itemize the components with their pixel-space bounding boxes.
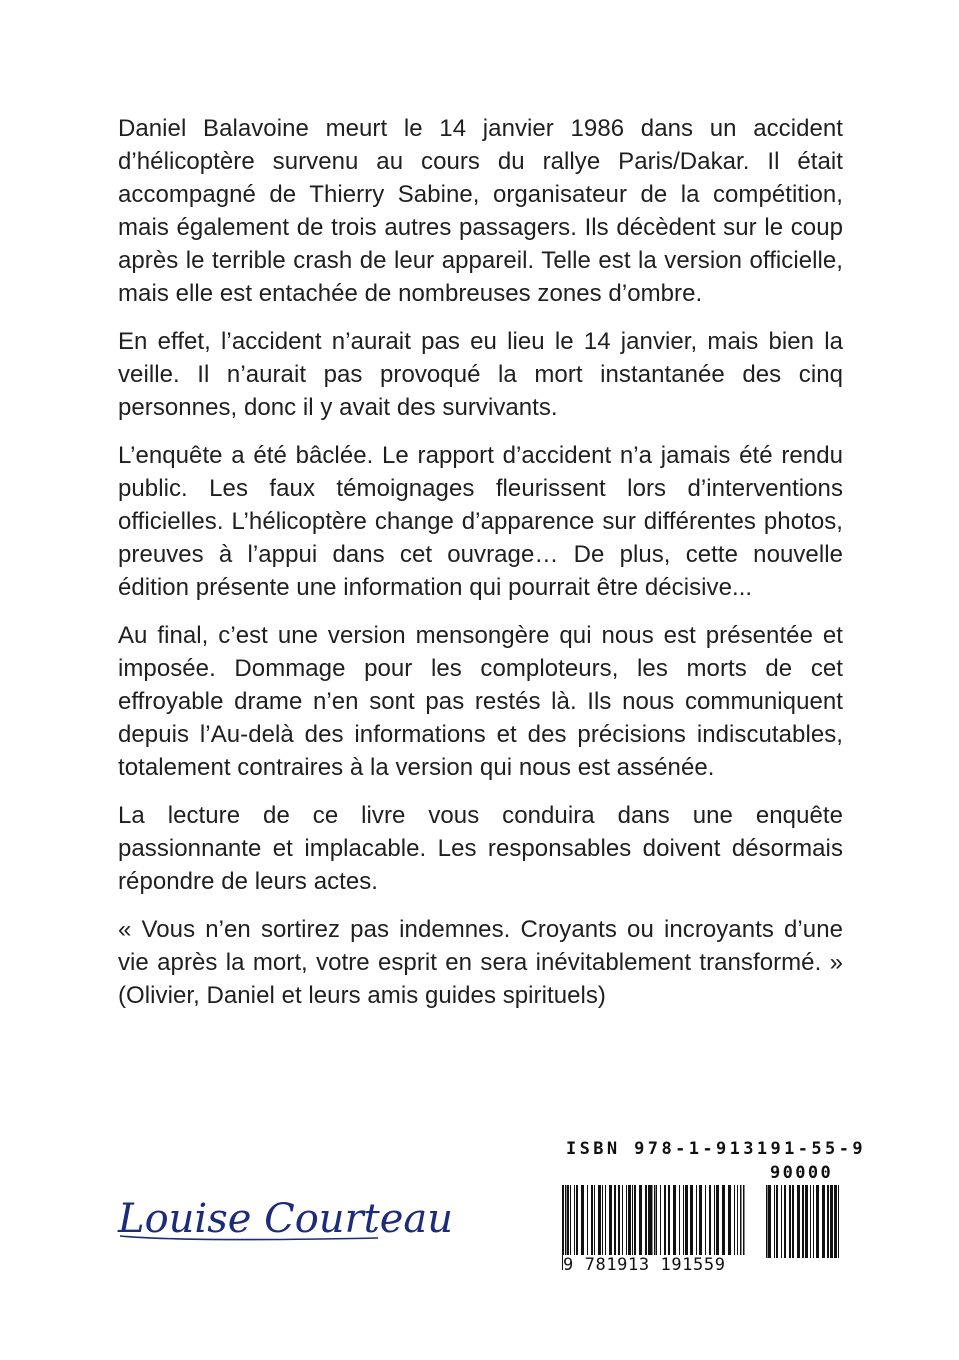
paragraph: Au final, c’est une version mensongère qui nous est présentée et imposée. Dommage pour les comploteurs, les morts de cet effroyable drame n’en sont pas restés là. Ils nous communiquent depuis l’Au-delà des informations et des précisions indiscutables, totalement contraires à la version qui nous est assénée. [118,622,843,781]
paragraph: L’enquête a été bâclée. Le rapport d’accident n’a jamais été rendu public. Les faux témoignages fleurissent lors d’interventions officielles. L’hélicoptère change d’apparence sur différentes photos, preuves à l’appui dans cet ouvrage… De plus, cette nouvelle édition présente une information qui pourrait être décisive... [118,442,843,601]
barcode-bar [781,1185,782,1258]
ean-digits: 9 781913 191559 [563,1255,753,1275]
barcode-guard-bar [766,1185,768,1258]
paragraph: La lecture de ce livre vous conduira dans une enquête passionnante et implacable. Les responsables doivent désormais répondre de leurs actes. [118,802,843,895]
barcode-bar [802,1185,804,1258]
publisher-logo-text: Louise Courteau [118,1196,454,1242]
paragraph: « Vous n’en sortirez pas indemnes. Croyants ou incroyants d’une vie après la mort, votre esprit en sera inévitablement transformé. » (Olivier, Daniel et leurs amis guides spirituels) [118,916,843,1009]
barcode-guard-bar [769,1185,771,1258]
back-cover-text [118,112,843,1027]
barcode-bar [822,1185,825,1258]
barcode-bar [805,1185,808,1258]
barcode-bar [816,1185,819,1258]
price-addon-barcode [766,1185,842,1258]
barcode-bar [830,1185,833,1258]
barcode-bar [838,1185,839,1258]
barcode-bar [810,1185,811,1258]
barcode-bar [774,1185,775,1258]
barcode-bar [827,1185,829,1258]
barcode-bar [784,1185,786,1258]
barcode-bar [813,1185,814,1258]
barcode-bar [789,1185,791,1258]
barcode-bar [834,1185,837,1258]
barcode-bar [776,1185,778,1258]
price-code: 90000 [770,1163,834,1183]
paragraph: Daniel Balavoine meurt le 14 janvier 1986 dans un accident d’hélicoptère survenu au cours du rallye Paris/Dakar. Il était accompagné de Thierry Sabine, organisateur de la compétition, mais également de trois autres passagers. Ils décèdent sur le coup après le terrible crash de leur appareil. Telle est la version officielle, mais elle est entachée de nombreuses zones d’ombre. [118,115,843,307]
barcode-bar [792,1185,794,1258]
isbn-label: ISBN 978-1-913191-55-9 [566,1139,866,1159]
publisher-logo [116,1192,454,1252]
paragraph: En effet, l’accident n’aurait pas eu lieu le 14 janvier, mais bien la veille. Il n’aurait pas provoqué la mort instantanée des cinq personnes, donc il y avait des survivants. [118,328,843,421]
barcode-bar [797,1185,800,1258]
